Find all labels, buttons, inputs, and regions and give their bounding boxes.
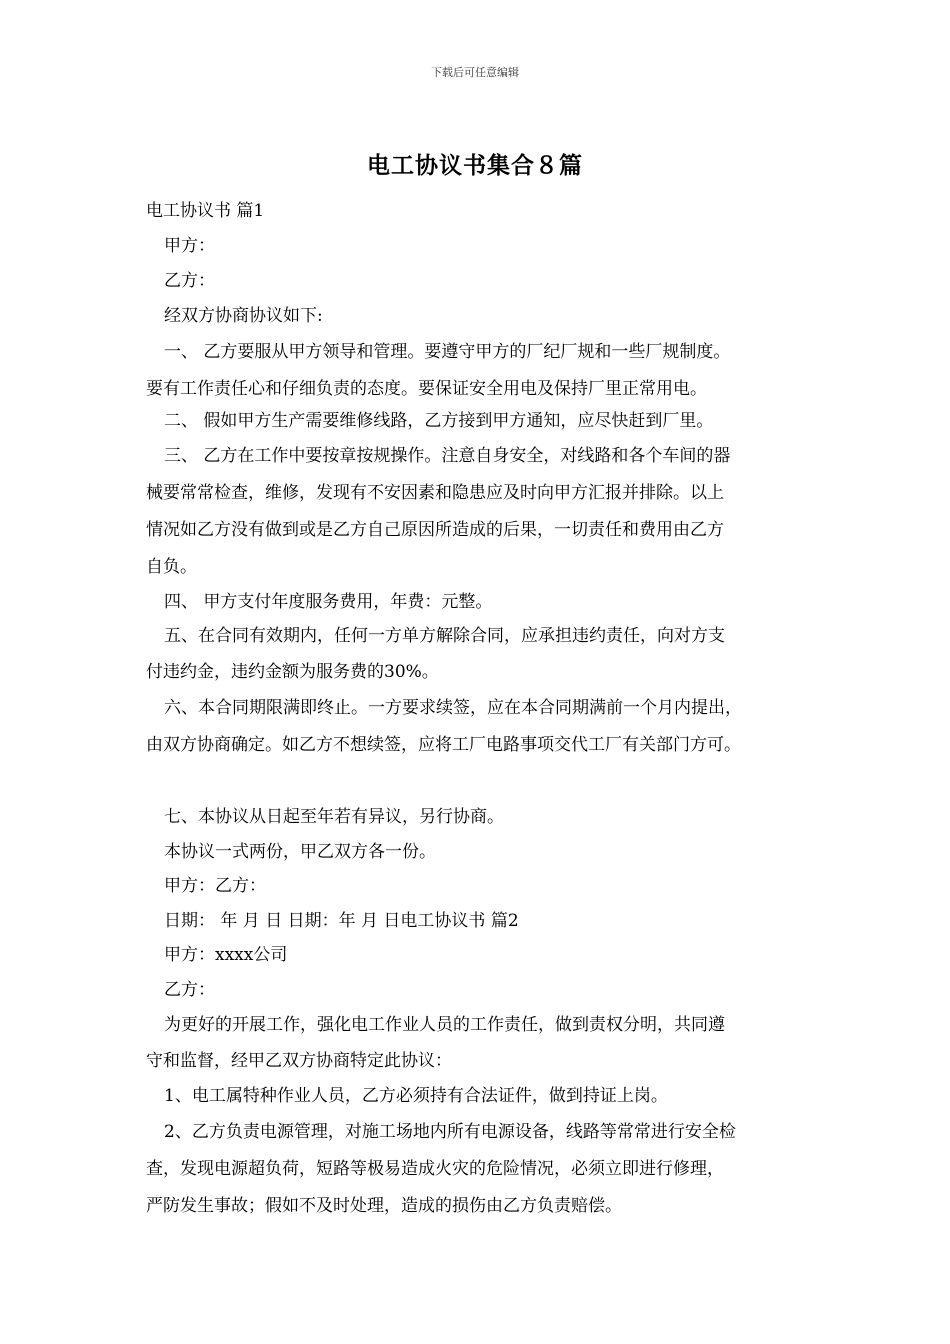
paragraph-line: 一、 乙方要服从甲方领导和管理。要遵守甲方的厂纪厂规和一些厂规制度。 (164, 342, 731, 362)
paragraph-line: 二、 假如甲方生产需要维修线路，乙方接到甲方通知，应尽快赶到厂里。 (164, 411, 714, 431)
paragraph-line: 六、本合同期限满即终止。一方要求续签，应在本合同期满前一个月内提出， (164, 698, 742, 718)
paragraph-line: 2、乙方负责电源管理，对施工场地内所有电源设备，线路等常常进行安全检 (164, 1122, 736, 1142)
paragraph-line: 乙方： (164, 271, 215, 291)
paragraph-line: 五、在合同有效期内，任何一方单方解除合同，应承担违约责任，向对方支 (164, 626, 725, 646)
paragraph-line: 甲方：乙方： (164, 876, 266, 896)
paragraph-line: 械要常常检查，维修，发现有不安因素和隐患应及时向甲方汇报并排除。以上 (146, 483, 724, 503)
header-note: 下载后可任意编辑 (431, 66, 519, 79)
paragraph-line: 1、电工属特种作业人员，乙方必须持有合法证件，做到持证上岗。 (164, 1086, 668, 1106)
paragraph-line: 守和监督，经甲乙双方协商特定此协议： (146, 1051, 452, 1071)
paragraph-line: 三、 乙方在工作中要按章按规操作。注意自身安全，对线路和各个车间的器 (164, 446, 731, 466)
paragraph-line: 要有工作责任心和仔细负责的态度。要保证安全用电及保持厂里正常用电。 (146, 379, 707, 399)
paragraph-line: 七、本协议从日起至年若有异议，另行协商。 (164, 807, 504, 827)
paragraph-line: 为更好的开展工作，强化电工作业人员的工作责任，做到责权分明，共同遵 (164, 1015, 725, 1035)
paragraph-line: 查，发现电源超负荷，短路等极易造成火灾的危险情况，必须立即进行修理， (146, 1159, 724, 1179)
paragraph-line: 甲方： (164, 236, 215, 256)
paragraph-line: 严防发生事故；假如不及时处理，造成的损伤由乙方负责赔偿。 (146, 1196, 622, 1216)
paragraph-line: 甲方：xxxx公司 (164, 945, 288, 965)
section-heading-1: 电工协议书 篇1 (146, 201, 265, 221)
paragraph-line: 自负。 (146, 557, 197, 577)
paragraph-line: 乙方： (164, 980, 215, 1000)
paragraph-line: 经双方协商协议如下: (164, 306, 323, 326)
paragraph-line: 付违约金，违约金额为服务费的30%。 (146, 662, 439, 682)
paragraph-line: 由双方协商确定。如乙方不想续签，应将工厂电路事项交代工厂有关部门方可。 (146, 735, 741, 755)
paragraph-line: 本协议一式两份，甲乙双方各一份。 (164, 842, 436, 862)
paragraph-line: 情况如乙方没有做到或是乙方自己原因所造成的后果，一切责任和费用由乙方 (146, 520, 724, 540)
paragraph-line: 日期： 年 月 日 日期：年 月 日电工协议书 篇2 (164, 911, 519, 931)
document-title: 电工协议书集合８篇 (367, 153, 583, 179)
paragraph-line: 四、 甲方支付年度服务费用，年费：元整。 (164, 592, 493, 612)
